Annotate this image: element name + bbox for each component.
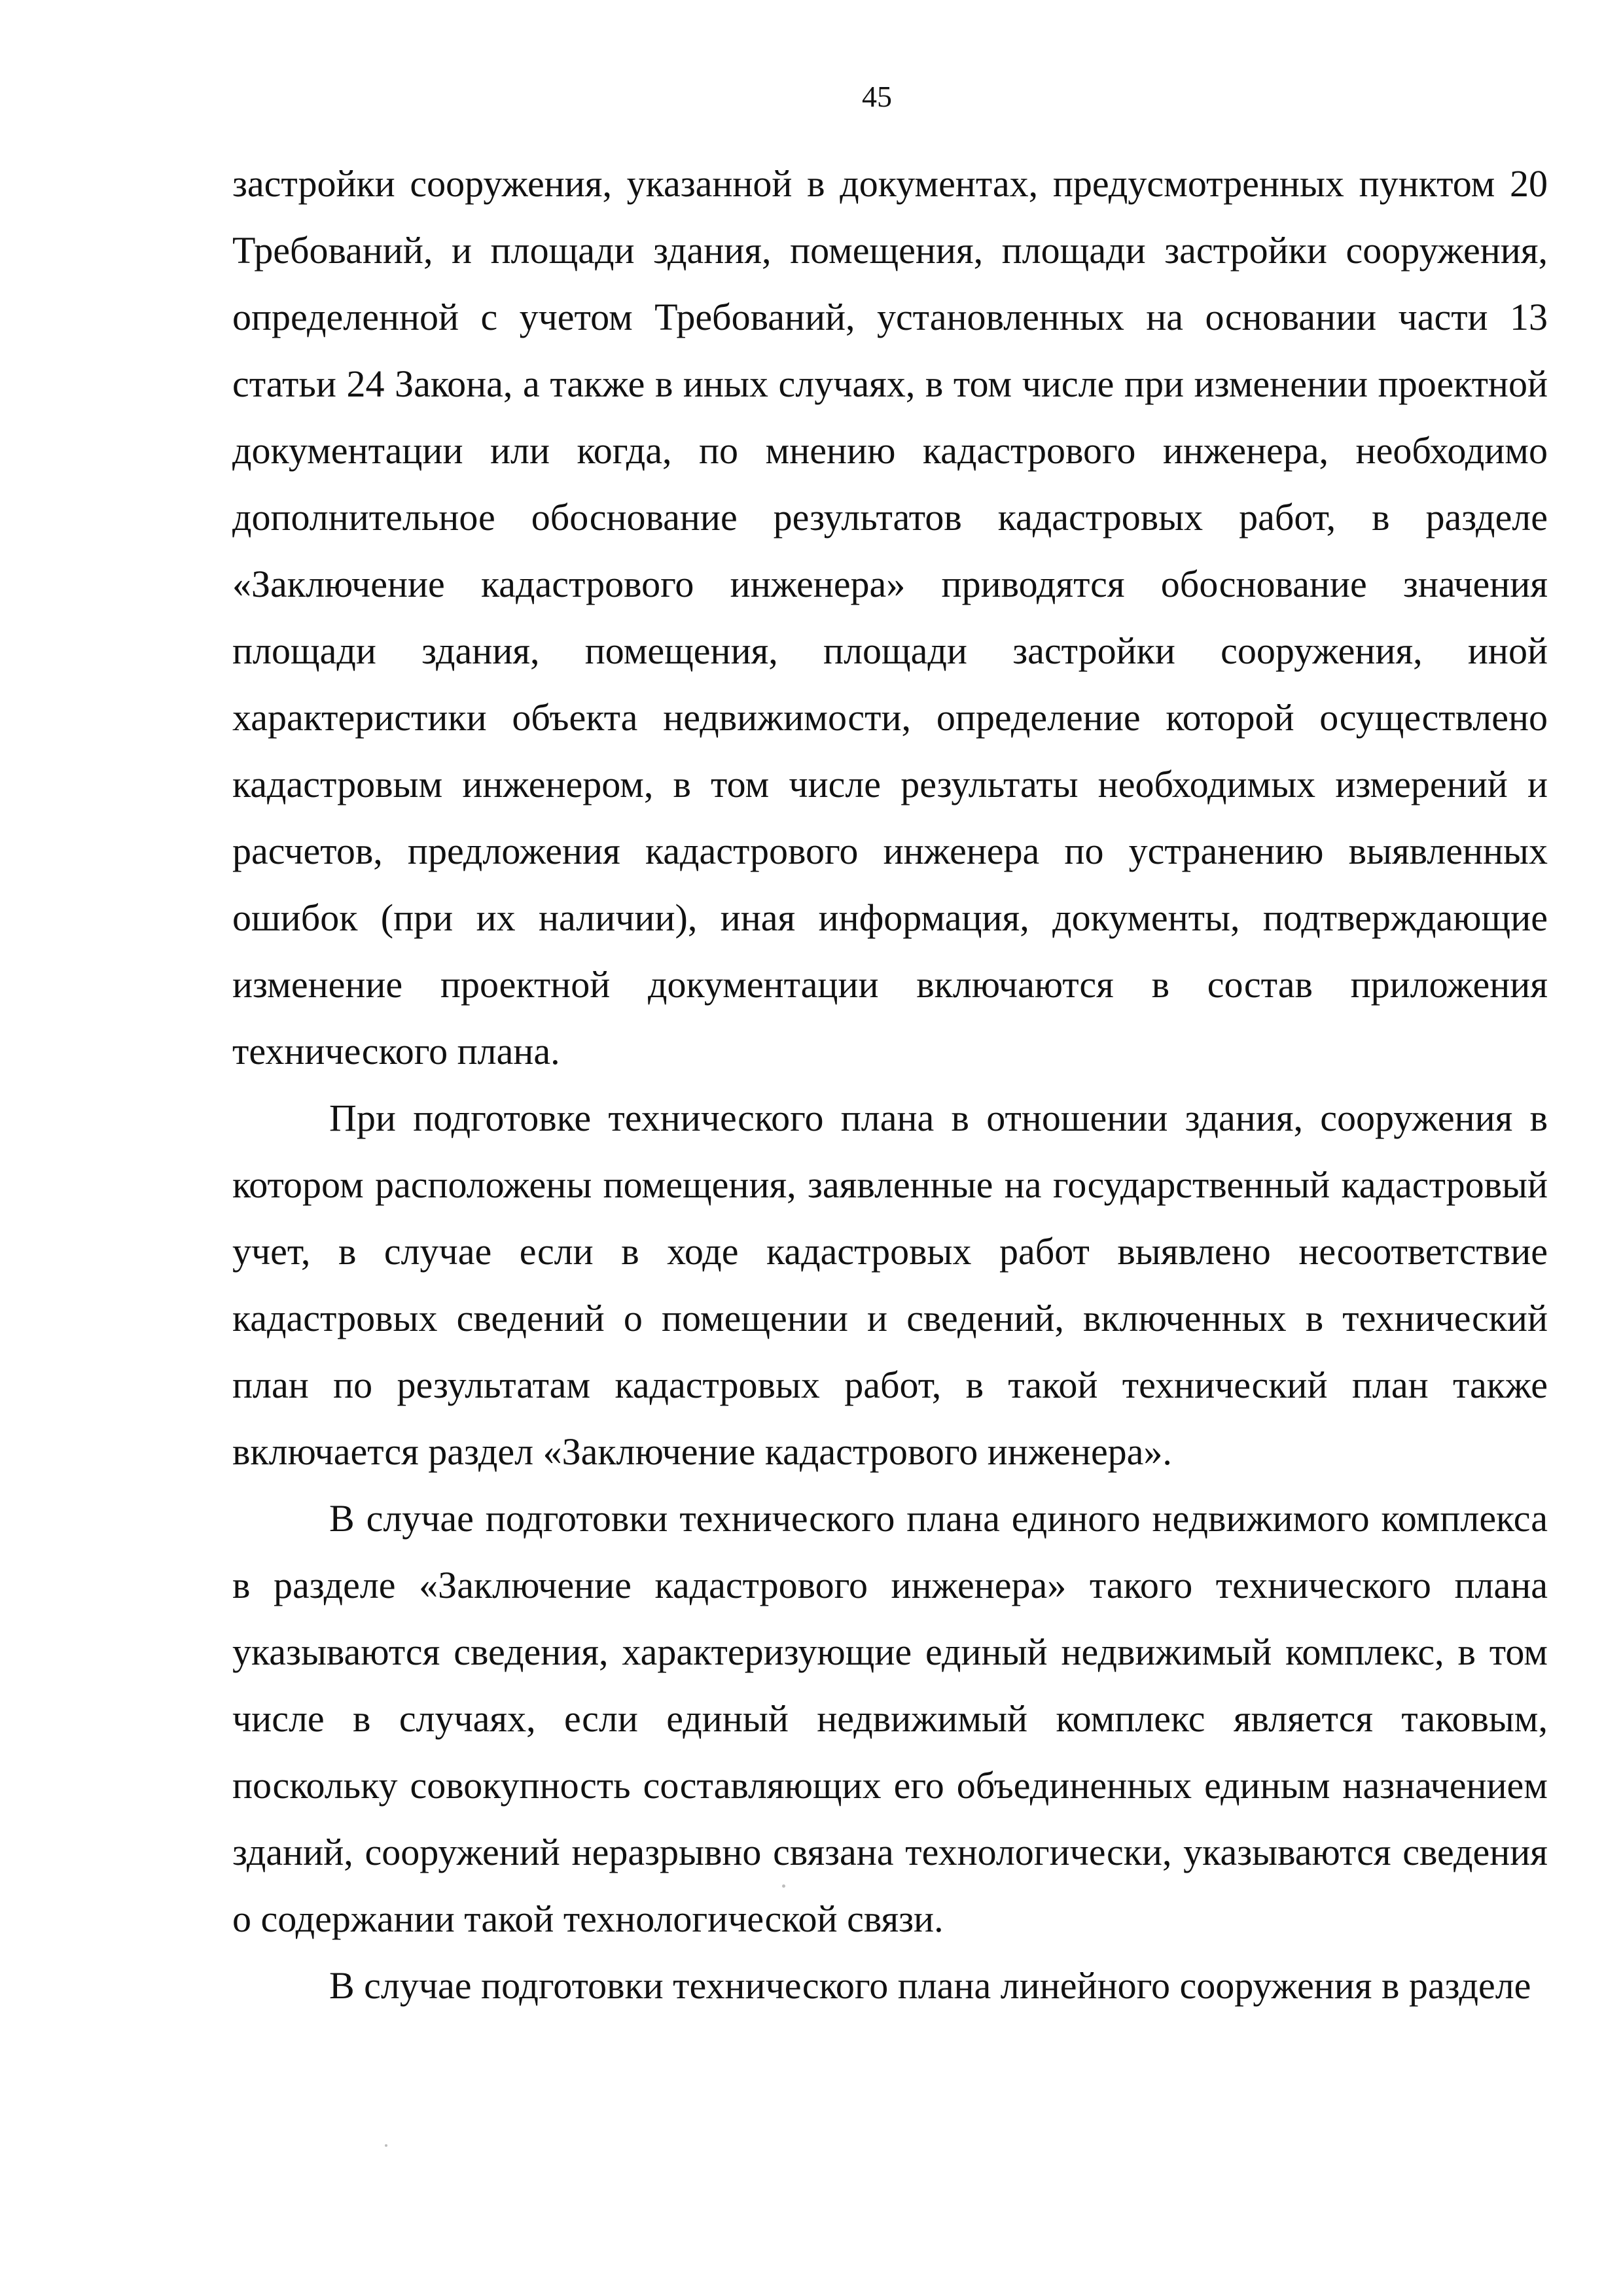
scan-speck: [782, 1884, 785, 1888]
paragraph-building-premises: При подготовке технического плана в отношении здания, сооружения в котором расположены помещения, заявленные на государственный кадастровый учет, в случае если в ходе кадастровых работ выявлено несоответствие кадастровых сведений о помещении и сведений, включенных в технический план по результатам кадастровых работ, в такой технический план также включается раздел «Заключение кадастрового инженера».: [232, 1097, 1548, 1473]
page-number: 45: [862, 80, 892, 113]
document-body: [232, 150, 1548, 2019]
paragraph-unified-complex: В случае подготовки технического плана единого недвижимого комплекса в разделе «Заключение кадастрового инженера» такого технического плана указываются сведения, характеризующие единый недвижимый комплекс, в том числе в случаях, если единый недвижимый комплекс является таковым, поскольку совокупность составляющих его объединенных единым назначением зданий, сооружений неразрывно связана технологически, указываются сведения о содержании такой технологической связи.: [232, 1497, 1548, 1940]
scan-speck: [385, 2144, 387, 2147]
paragraph-continuation: застройки сооружения, указанной в документах, предусмотренных пунктом 20 Требований, и площади здания, помещения, площади застройки сооружения, определенной с учетом Требований, установленных на основании части 13 статьи 24 Закона, а также в иных случаях, в том числе при изменении проектной документации или когда, по мнению кадастрового инженера, необходимо дополнительное обоснование результатов кадастровых работ, в разделе «Заключение кадастрового инженера» приводятся обоснование значения площади здания, помещения, площади застройки сооружения, иной характеристики объекта недвижимости, определение которой осуществлено кадастровым инженером, в том числе результаты необходимых измерений и расчетов, предложения кадастрового инженера по устранению выявленных ошибок (при их наличии), иная информация, документы, подтверждающие изменение проектной документации включаются в состав приложения технического плана.: [232, 162, 1548, 1072]
paragraph-linear-structure: В случае подготовки технического плана линейного сооружения в разделе: [329, 1964, 1531, 2007]
